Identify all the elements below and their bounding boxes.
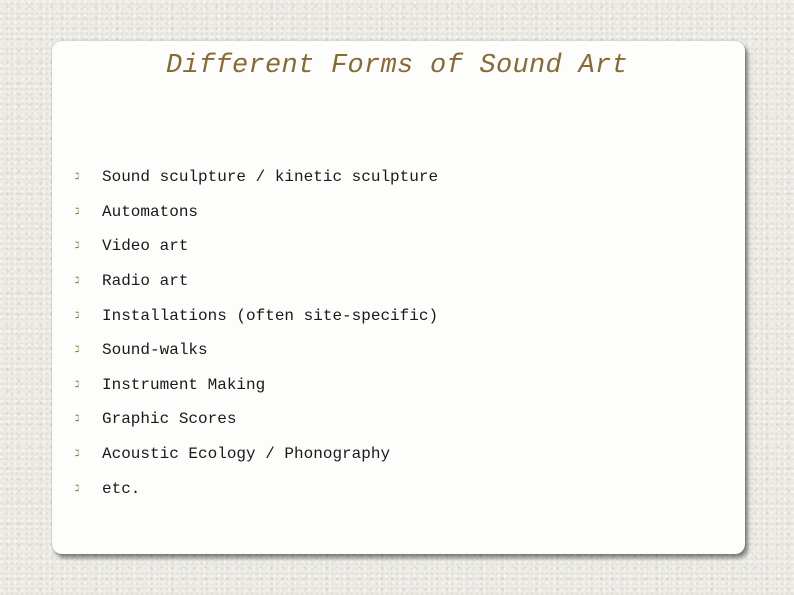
list-item-label: Video art: [102, 237, 189, 256]
list-item: [75, 160, 438, 195]
bullet-icon: ℷ: [75, 241, 80, 252]
list-item: [75, 333, 438, 368]
slide-title: Different Forms of Sound Art: [165, 51, 629, 81]
list-item-label: Graphic Scores: [102, 410, 237, 429]
bullet-icon: ℷ: [75, 172, 80, 183]
list-item: [75, 195, 438, 230]
bullet-icon: ℷ: [75, 345, 80, 356]
list-item-label: Radio art: [102, 272, 189, 291]
list-item-label: Sound sculpture / kinetic sculpture: [102, 168, 439, 187]
list-item-label: Acoustic Ecology / Phonography: [102, 445, 391, 464]
list-item-label: Instrument Making: [102, 375, 266, 394]
bullet-icon: ℷ: [75, 276, 80, 287]
list-item-label: Automatons: [102, 202, 199, 221]
bullet-icon: ℷ: [75, 206, 80, 217]
list-item: [75, 437, 438, 472]
list-item: [75, 298, 438, 333]
bullet-icon: ℷ: [75, 414, 80, 425]
list-item: [75, 264, 438, 299]
list-item-label: Installations (often site-specific): [102, 306, 439, 325]
bullet-list: [75, 160, 438, 506]
bullet-icon: ℷ: [75, 449, 80, 460]
list-item-label: etc.: [102, 479, 141, 498]
bullet-icon: ℷ: [75, 483, 80, 494]
bullet-icon: ℷ: [75, 379, 80, 390]
list-item: [75, 229, 438, 264]
list-item: [75, 368, 438, 403]
bullet-icon: ℷ: [75, 310, 80, 321]
list-item: [75, 471, 438, 506]
list-item: [75, 402, 438, 437]
list-item-label: Sound-walks: [102, 341, 208, 360]
